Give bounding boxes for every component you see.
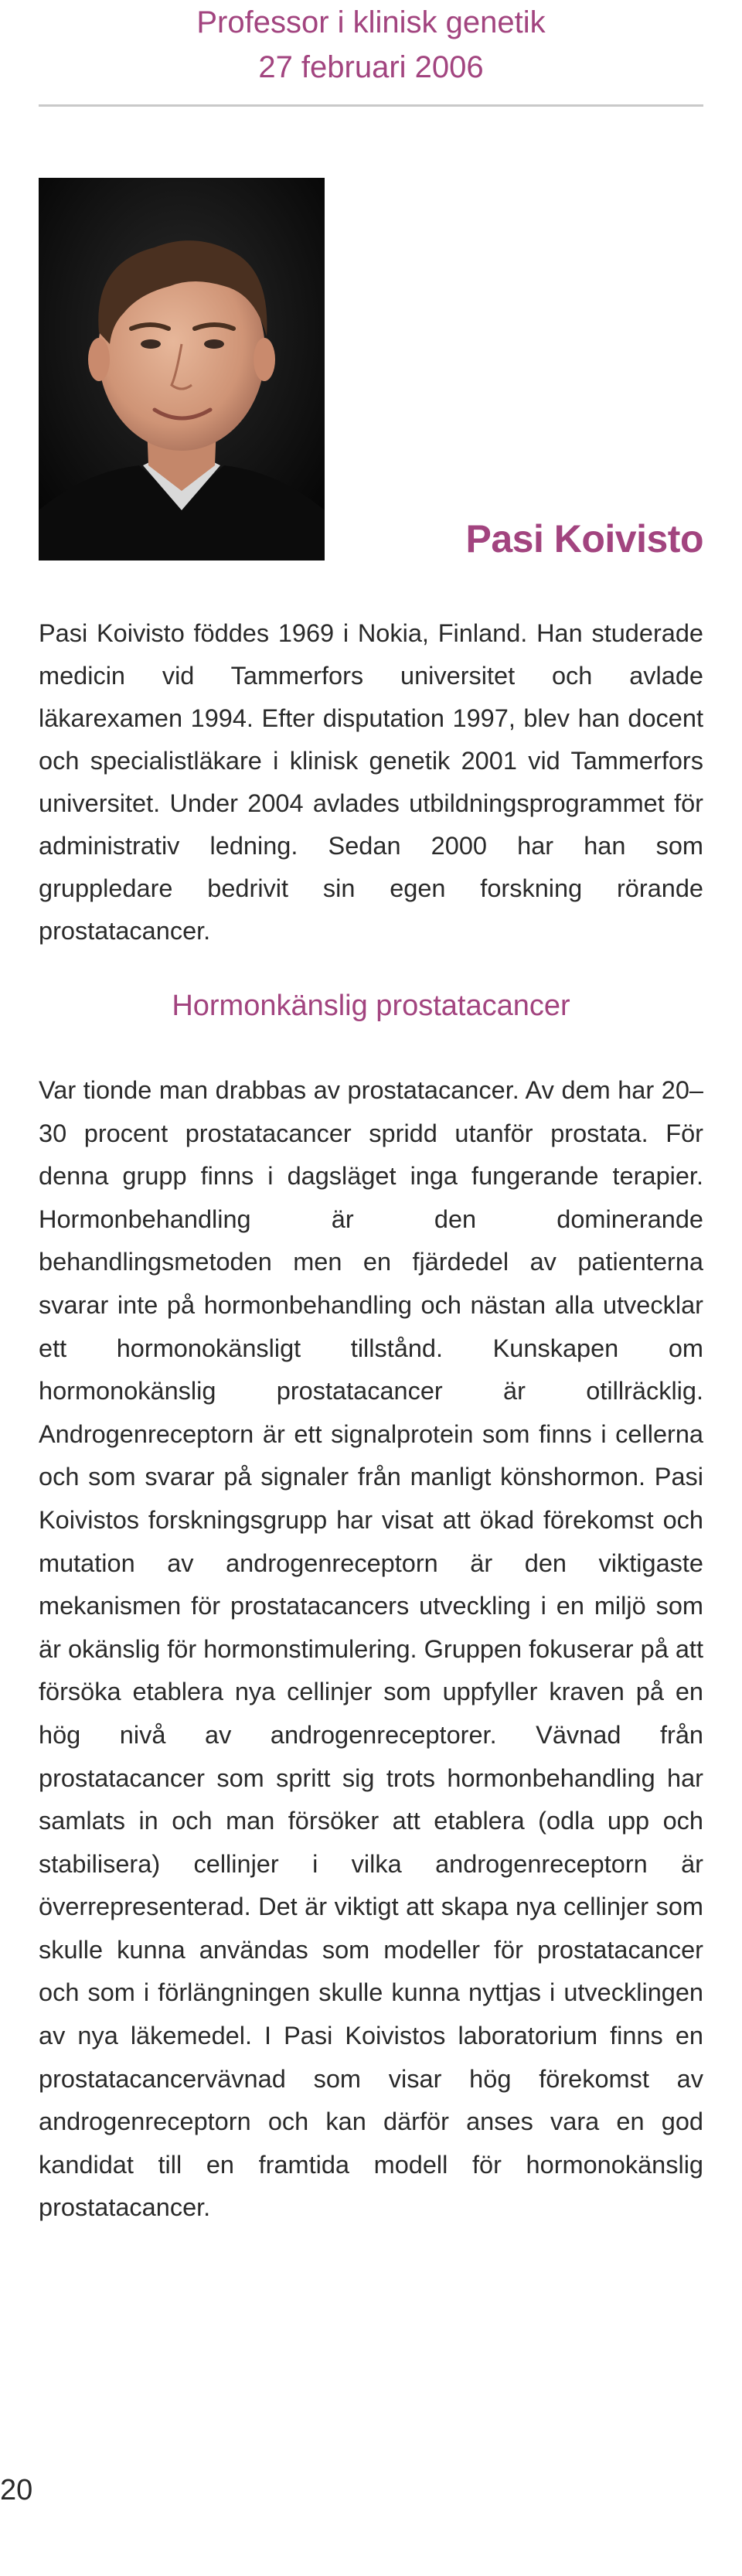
- page-number: 20: [0, 2474, 33, 2506]
- header-date: 27 februari 2006: [258, 50, 484, 84]
- header-title: Professor i klinisk genetik: [196, 5, 546, 39]
- biography-paragraph: Pasi Koivisto föddes 1969 i Nokia, Finland. Han studerade medicin vid Tammerfors universitet och avlade läkarexamen 1994. Efter disputation 1997, blev han docent och specialistläkare i klinisk genetik 2001 vid Tammerfors universitet. Under 2004 avlades utbildningsprogrammet för administrativ ledning. Sedan 2000 har han som gruppledare bedrivit sin egen forskning rörande prostatacancer.: [39, 619, 703, 945]
- section-body-paragraph: Var tionde man drabbas av prostatacancer. Av dem har 20–30 procent prostatacancer spridd utanför prostata. För denna grupp finns i dagsläget inga fungerande terapier. Hormonbehandling är den dominerande behandlingsmetoden men en fjärdedel av patienterna svarar inte på hormonbehandling och nästan alla utvecklar ett hormonokänsligt tillstånd. Kunskapen om hormonokänslig prostatacancer är otillräcklig. Androgenreceptorn är ett signalprotein som finns i cellerna och som svarar på signaler från manligt könshormon. Pasi Koivistos forskningsgrupp har visat att ökad förekomst och mutation av androgenreceptorn är den viktigaste mekanismen för prostatacancers utveckling i en miljö som är okänslig för hormonstimulering. Gruppen fokuserar på att försöka etablera nya cellinjer som uppfyller kraven på en hög nivå av androgenreceptorer. Vävnad från prostatacancer som spritt sig trots hormonbehandling har samlats in och man försöker att etablera (odla upp och stabilisera) cellinjer i vilka androgenreceptorn är överrepresenterad. Det är viktigt att skapa nya cellinjer som skulle kunna användas som modeller för prostatacancer och som i förlängningen skulle kunna nyttjas i utvecklingen av nya läkemedel. I Pasi Koivistos laboratorium finns en prostatacancervävnad som visar hög förekomst av androgenreceptorn och kan därför anses vara en god kandidat till en framtida modell för hormonokänslig prostatacancer.: [39, 1076, 703, 2222]
- person-name: Pasi Koivisto: [465, 517, 703, 561]
- profile-photo: [39, 178, 325, 561]
- section-heading: Hormonkänslig prostatacancer: [172, 990, 570, 1022]
- page-header: [39, 0, 703, 90]
- portrait-image: [39, 178, 325, 561]
- header-divider: [39, 104, 703, 107]
